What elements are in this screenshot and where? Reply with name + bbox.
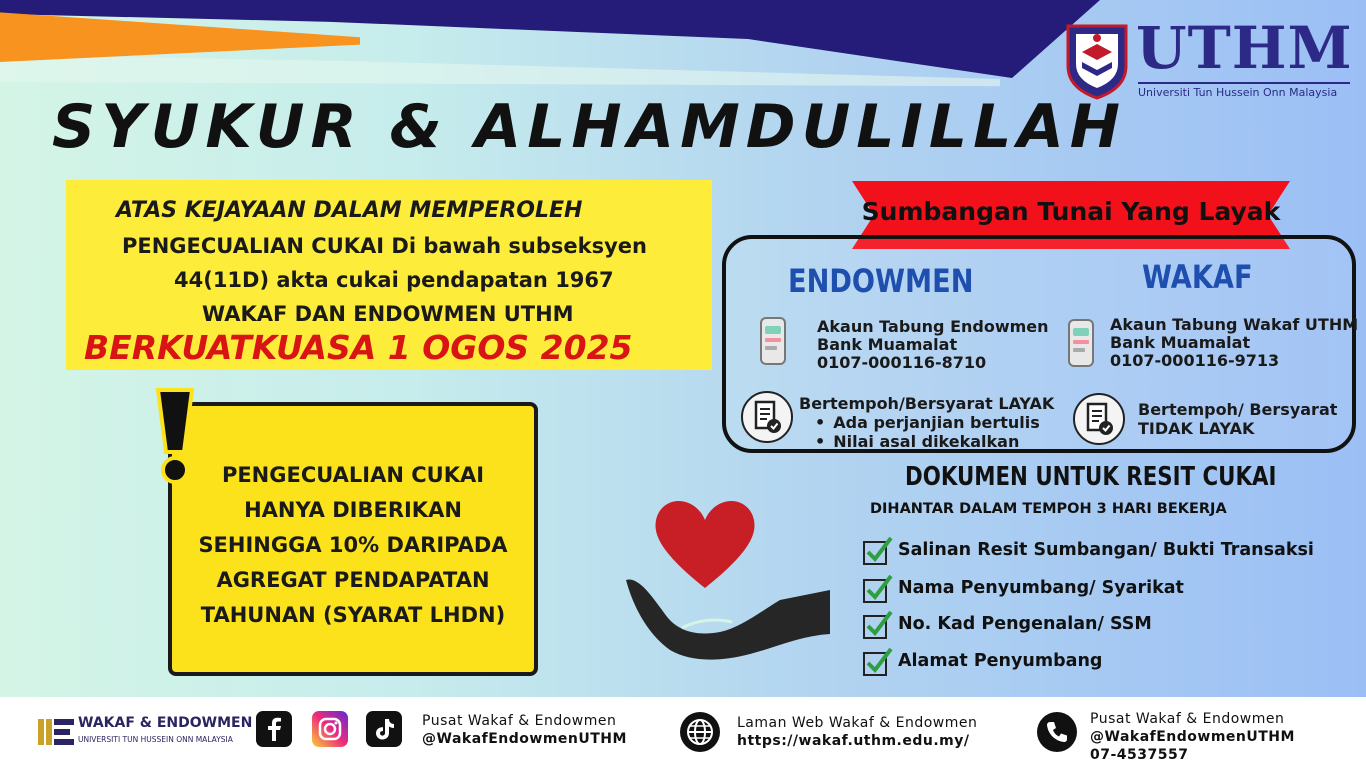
documents-title: DOKUMEN UNTUK RESIT CUKAI <box>905 462 1277 492</box>
endowmen-heading: ENDOWMEN <box>788 262 974 300</box>
mobile-banking-icon <box>758 316 788 366</box>
wakaf-endowmen-logo-icon <box>38 717 74 747</box>
website-info <box>737 714 977 750</box>
endowmen-account-name: Akaun Tabung Endowmen <box>817 317 1049 336</box>
document-item <box>862 532 1314 568</box>
warning-line: AGREGAT PENDAPATAN <box>216 568 490 592</box>
document-item <box>862 643 1102 679</box>
contact-phone[interactable]: 07-4537557 <box>1090 747 1189 763</box>
footer-logo-title: WAKAF & ENDOWMEN <box>78 715 253 731</box>
document-item <box>862 606 1152 642</box>
phone-icon <box>1037 712 1077 752</box>
instagram-icon[interactable] <box>312 711 348 747</box>
document-item-label: Nama Penyumbang/ Syarikat <box>898 578 1184 598</box>
checkbox-checked-icon <box>862 645 894 677</box>
documents-subtitle: DIHANTAR DALAM TEMPOH 3 HARI BEKERJA <box>870 501 1227 517</box>
uthm-logo <box>1064 14 1354 102</box>
endowmen-account-number: 0107-000116-8710 <box>817 353 987 372</box>
announcement-box <box>66 180 712 370</box>
wakaf-account <box>1110 316 1358 370</box>
uthm-crest-icon <box>1064 22 1130 100</box>
wakaf-condition-line-2: TIDAK LAYAK <box>1138 419 1255 438</box>
contact-handle[interactable]: @WakafEndowmenUTHM <box>1090 729 1295 745</box>
social-info <box>422 712 627 748</box>
announcement-line-2: PENGECUALIAN CUKAI Di bawah subseksyen <box>122 234 647 258</box>
ribbon-title: Sumbangan Tunai Yang Layak <box>861 197 1281 226</box>
effective-date: BERKUATKUASA 1 OGOS 2025 <box>84 328 633 367</box>
social-label: Pusat Wakaf & Endowmen <box>422 713 617 729</box>
document-check-icon <box>1072 392 1126 446</box>
document-item <box>862 570 1184 606</box>
wakaf-endowmen-logo <box>38 715 253 751</box>
document-item-label: Salinan Resit Sumbangan/ Bukti Transaksi <box>898 540 1314 560</box>
endowmen-condition-title: Bertempoh/Bersyarat LAYAK <box>799 394 1055 413</box>
endowmen-bank: Bank Muamalat <box>817 335 958 354</box>
endowmen-account <box>817 318 1049 372</box>
checkbox-checked-icon <box>862 534 894 566</box>
condition-point: • Nilai asal dikekalkan <box>815 432 1054 451</box>
website-label: Laman Web Wakaf & Endowmen <box>737 715 978 731</box>
announcement-line-1: ATAS KEJAYAAN DALAM MEMPEROLEH <box>116 198 583 223</box>
checkbox-checked-icon <box>862 608 894 640</box>
page-title: SYUKUR & ALHAMDULILLAH <box>52 92 1126 162</box>
announcement-line-3: 44(11D) akta cukai pendapatan 1967 <box>174 268 614 292</box>
contact-label: Pusat Wakaf & Endowmen <box>1090 711 1285 727</box>
mobile-banking-icon <box>1066 318 1096 368</box>
uthm-wordmark: UTHM <box>1136 14 1353 82</box>
social-handle[interactable]: @WakafEndowmenUTHM <box>422 731 627 747</box>
wakaf-condition-line-1: Bertempoh/ Bersyarat <box>1138 400 1338 419</box>
wakaf-heading: WAKAF <box>1142 258 1253 296</box>
document-item-label: Alamat Penyumbang <box>898 651 1103 671</box>
globe-icon <box>680 712 720 752</box>
uthm-subtitle: Universiti Tun Hussein Onn Malaysia <box>1138 82 1350 99</box>
warning-line: HANYA DIBERIKAN <box>244 498 462 522</box>
document-check-icon <box>740 390 794 444</box>
tiktok-icon[interactable] <box>366 711 402 747</box>
wakaf-bank: Bank Muamalat <box>1110 333 1251 352</box>
announcement-line-4: WAKAF DAN ENDOWMEN UTHM <box>202 302 574 326</box>
endowmen-condition <box>799 394 1054 451</box>
wakaf-account-number: 0107-000116-9713 <box>1110 351 1280 370</box>
wakaf-condition <box>1138 400 1337 438</box>
warning-line: PENGECUALIAN CUKAI <box>221 463 485 487</box>
warning-line: TAHUNAN (SYARAT LHDN) <box>200 603 506 627</box>
document-item-label: No. Kad Pengenalan/ SSM <box>898 614 1152 634</box>
footer-logo-subtitle: UNIVERSITI TUN HUSSEIN ONN MALAYSIA <box>78 735 233 744</box>
hand-icon <box>620 570 834 666</box>
wakaf-account-name: Akaun Tabung Wakaf UTHM <box>1110 315 1359 334</box>
facebook-icon[interactable] <box>256 711 292 747</box>
contact-info <box>1090 710 1295 764</box>
tax-limit-warning-text <box>180 458 526 633</box>
warning-line: SEHINGGA 10% DARIPADA <box>198 533 508 557</box>
checkbox-checked-icon <box>862 572 894 604</box>
condition-point: • Ada perjanjian bertulis <box>815 413 1054 432</box>
website-link[interactable]: https://wakaf.uthm.edu.my/ <box>737 733 970 749</box>
